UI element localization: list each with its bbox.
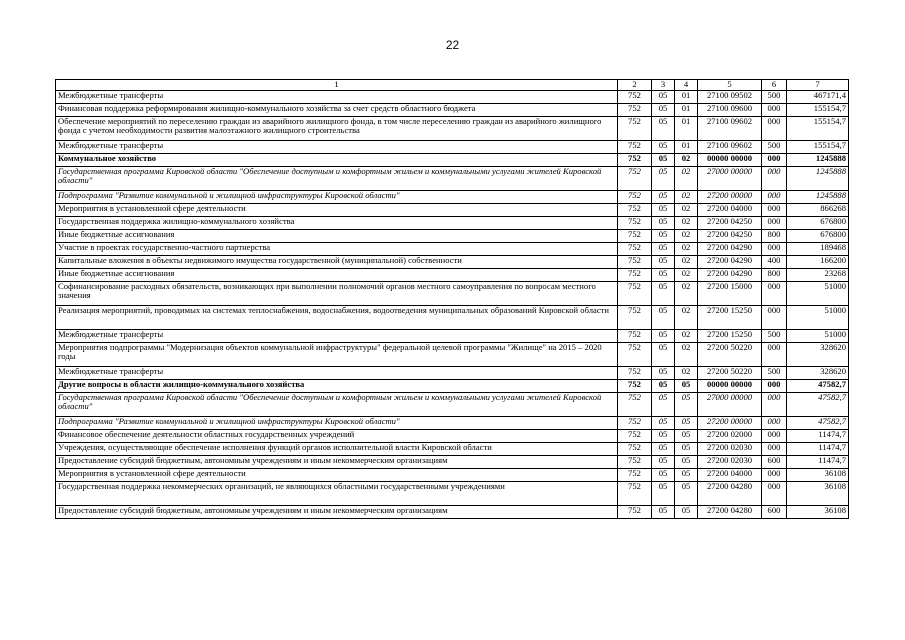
- budget-table: [55, 79, 849, 519]
- row-value-cell: 02: [675, 190, 698, 203]
- row-value-cell: 155154,7: [787, 140, 849, 153]
- row-value-cell: 000: [762, 416, 787, 429]
- row-value-cell: 36108: [787, 481, 849, 505]
- row-value-cell: 05: [675, 481, 698, 505]
- row-value-cell: 05: [652, 153, 675, 166]
- table-row: [56, 416, 849, 429]
- row-value-cell: 05: [652, 392, 675, 416]
- row-name-cell: Реализация мероприятий, проводимых на системах теплоснабжения, водоснабжения, водоотведения муниципальных образований Кировской области: [56, 305, 618, 329]
- row-value-cell: 05: [652, 216, 675, 229]
- row-value-cell: 27100 09602: [698, 116, 762, 140]
- row-value-cell: 47582,7: [787, 379, 849, 392]
- table-row: [56, 305, 849, 329]
- row-value-cell: 23268: [787, 268, 849, 281]
- row-value-cell: 752: [618, 190, 652, 203]
- row-value-cell: 05: [675, 429, 698, 442]
- row-value-cell: 752: [618, 90, 652, 103]
- row-name-cell: Иные бюджетные ассигнования: [56, 229, 618, 242]
- row-value-cell: 05: [652, 90, 675, 103]
- table-row: [56, 190, 849, 203]
- row-value-cell: 05: [652, 379, 675, 392]
- table-row: [56, 242, 849, 255]
- row-value-cell: 05: [652, 103, 675, 116]
- row-value-cell: 752: [618, 329, 652, 342]
- row-value-cell: 752: [618, 442, 652, 455]
- row-value-cell: 36108: [787, 505, 849, 518]
- row-name-cell: Государственная поддержка жилищно-коммунального хозяйства: [56, 216, 618, 229]
- row-value-cell: 27100 09602: [698, 140, 762, 153]
- table-row: [56, 216, 849, 229]
- table-row: [56, 366, 849, 379]
- row-value-cell: 752: [618, 366, 652, 379]
- row-value-cell: 05: [675, 455, 698, 468]
- row-value-cell: 752: [618, 140, 652, 153]
- row-value-cell: 05: [652, 468, 675, 481]
- table-row: [56, 329, 849, 342]
- row-name-cell: Мероприятия подпрограммы "Модернизация объектов коммунальной инфраструктуры" федеральной целевой программы "Жилище" на 2015 – 2020 годы: [56, 342, 618, 366]
- row-value-cell: 000: [762, 281, 787, 305]
- row-name-cell: Капитальные вложения в объекты недвижимого имущества государственной (муниципальной) собственности: [56, 255, 618, 268]
- row-value-cell: 000: [762, 190, 787, 203]
- table-row: [56, 203, 849, 216]
- column-header: 6: [762, 80, 787, 91]
- row-name-cell: Межбюджетные трансферты: [56, 366, 618, 379]
- table-row: [56, 255, 849, 268]
- row-name-cell: Межбюджетные трансферты: [56, 329, 618, 342]
- row-value-cell: 1245888: [787, 153, 849, 166]
- row-value-cell: 1245888: [787, 166, 849, 190]
- row-value-cell: 05: [675, 392, 698, 416]
- row-value-cell: 05: [652, 505, 675, 518]
- row-value-cell: 000: [762, 305, 787, 329]
- row-name-cell: Коммунальное хозяйство: [56, 153, 618, 166]
- row-value-cell: 752: [618, 281, 652, 305]
- row-value-cell: 27200 02030: [698, 455, 762, 468]
- row-value-cell: 752: [618, 229, 652, 242]
- row-value-cell: 02: [675, 255, 698, 268]
- row-value-cell: 05: [652, 429, 675, 442]
- column-header: 7: [787, 80, 849, 91]
- row-name-cell: Подпрограмма "Развитие коммунальной и жилищной инфраструктуры Кировской области": [56, 416, 618, 429]
- page-number: 22: [445, 38, 460, 52]
- row-value-cell: 189468: [787, 242, 849, 255]
- table-row: [56, 392, 849, 416]
- table-row: [56, 442, 849, 455]
- row-value-cell: 11474,7: [787, 455, 849, 468]
- row-value-cell: 05: [652, 140, 675, 153]
- row-value-cell: 752: [618, 203, 652, 216]
- row-value-cell: 752: [618, 166, 652, 190]
- row-value-cell: 02: [675, 281, 698, 305]
- row-value-cell: 27000 00000: [698, 392, 762, 416]
- row-value-cell: 752: [618, 103, 652, 116]
- row-value-cell: 02: [675, 329, 698, 342]
- row-value-cell: 05: [652, 342, 675, 366]
- row-name-cell: Финансовое обеспечение деятельности областных государственных учреждений: [56, 429, 618, 442]
- row-value-cell: 600: [762, 455, 787, 468]
- row-value-cell: 05: [652, 116, 675, 140]
- column-header: 5: [698, 80, 762, 91]
- row-value-cell: 02: [675, 229, 698, 242]
- row-value-cell: 02: [675, 242, 698, 255]
- row-value-cell: 500: [762, 329, 787, 342]
- row-value-cell: 05: [675, 416, 698, 429]
- row-value-cell: 47582,7: [787, 416, 849, 429]
- row-value-cell: 000: [762, 468, 787, 481]
- row-value-cell: 800: [762, 268, 787, 281]
- row-value-cell: 27200 04280: [698, 481, 762, 505]
- row-value-cell: 05: [675, 442, 698, 455]
- row-value-cell: 05: [675, 468, 698, 481]
- row-value-cell: 27200 04290: [698, 255, 762, 268]
- row-value-cell: 27100 09600: [698, 103, 762, 116]
- table-row: [56, 429, 849, 442]
- row-value-cell: 05: [652, 203, 675, 216]
- row-value-cell: 000: [762, 216, 787, 229]
- row-value-cell: 000: [762, 342, 787, 366]
- row-name-cell: Государственная программа Кировской области "Обеспечение доступным и комфортным жильем и коммунальными услугами жителей Кировской области": [56, 392, 618, 416]
- row-value-cell: 676800: [787, 216, 849, 229]
- row-value-cell: 752: [618, 242, 652, 255]
- row-name-cell: Мероприятия в установленной сфере деятельности: [56, 468, 618, 481]
- row-value-cell: 500: [762, 90, 787, 103]
- row-value-cell: 01: [675, 103, 698, 116]
- row-name-cell: Предоставление субсидий бюджетным, автономным учреждениям и иным некоммерческим организациям: [56, 455, 618, 468]
- row-value-cell: 00000 00000: [698, 153, 762, 166]
- row-value-cell: 05: [675, 379, 698, 392]
- row-value-cell: 02: [675, 268, 698, 281]
- row-value-cell: 467171,4: [787, 90, 849, 103]
- row-name-cell: Учреждения, осуществляющие обеспечение исполнения функций органов исполнительной власти Кировской области: [56, 442, 618, 455]
- row-value-cell: 752: [618, 481, 652, 505]
- row-value-cell: 000: [762, 379, 787, 392]
- row-name-cell: Межбюджетные трансферты: [56, 90, 618, 103]
- row-name-cell: Участие в проектах государственно-частного партнерства: [56, 242, 618, 255]
- row-value-cell: 27200 50220: [698, 342, 762, 366]
- row-value-cell: 752: [618, 379, 652, 392]
- row-value-cell: 05: [652, 281, 675, 305]
- row-value-cell: 000: [762, 242, 787, 255]
- row-value-cell: 05: [652, 229, 675, 242]
- row-value-cell: 000: [762, 429, 787, 442]
- row-value-cell: 27200 02030: [698, 442, 762, 455]
- row-value-cell: 000: [762, 116, 787, 140]
- row-value-cell: 166200: [787, 255, 849, 268]
- row-value-cell: 05: [652, 329, 675, 342]
- row-name-cell: Софинансирование расходных обязательств, возникающих при выполнении полномочий органов местного самоуправления по вопросам местного значения: [56, 281, 618, 305]
- table-row: [56, 103, 849, 116]
- row-value-cell: 000: [762, 481, 787, 505]
- row-value-cell: 27200 04250: [698, 216, 762, 229]
- row-value-cell: 27200 04290: [698, 242, 762, 255]
- row-value-cell: 02: [675, 153, 698, 166]
- row-value-cell: 11474,7: [787, 429, 849, 442]
- row-value-cell: 752: [618, 305, 652, 329]
- row-value-cell: 400: [762, 255, 787, 268]
- row-name-cell: Межбюджетные трансферты: [56, 140, 618, 153]
- row-value-cell: 05: [652, 166, 675, 190]
- table-row: [56, 281, 849, 305]
- table-row: [56, 481, 849, 505]
- row-value-cell: 000: [762, 203, 787, 216]
- row-value-cell: 866268: [787, 203, 849, 216]
- row-value-cell: 27200 00000: [698, 190, 762, 203]
- row-value-cell: 05: [652, 268, 675, 281]
- row-value-cell: 752: [618, 342, 652, 366]
- column-header: 4: [675, 80, 698, 91]
- table-row: [56, 268, 849, 281]
- row-value-cell: 600: [762, 505, 787, 518]
- row-value-cell: 02: [675, 366, 698, 379]
- row-value-cell: 11474,7: [787, 442, 849, 455]
- row-name-cell: Другие вопросы в области жилищно-коммунального хозяйства: [56, 379, 618, 392]
- row-value-cell: 01: [675, 140, 698, 153]
- row-value-cell: 500: [762, 366, 787, 379]
- row-value-cell: 05: [652, 366, 675, 379]
- table-row: [56, 342, 849, 366]
- column-header: 2: [618, 80, 652, 91]
- table-header-row: [56, 80, 849, 91]
- row-name-cell: Финансовая поддержка реформирования жилищно-коммунального хозяйства за счет средств областного бюджета: [56, 103, 618, 116]
- row-value-cell: 51000: [787, 281, 849, 305]
- row-value-cell: 51000: [787, 329, 849, 342]
- row-value-cell: 05: [652, 255, 675, 268]
- row-value-cell: 36108: [787, 468, 849, 481]
- row-name-cell: Государственная поддержка некоммерческих организаций, не являющихся областными государственными учреждениями: [56, 481, 618, 505]
- row-value-cell: 27200 02000: [698, 429, 762, 442]
- row-value-cell: 05: [652, 242, 675, 255]
- row-value-cell: 27200 04250: [698, 229, 762, 242]
- row-name-cell: Иные бюджетные ассигнования: [56, 268, 618, 281]
- row-value-cell: 500: [762, 140, 787, 153]
- row-value-cell: 00000 00000: [698, 379, 762, 392]
- row-value-cell: 01: [675, 90, 698, 103]
- row-value-cell: 000: [762, 442, 787, 455]
- row-value-cell: 02: [675, 305, 698, 329]
- table-row: [56, 116, 849, 140]
- row-value-cell: 752: [618, 468, 652, 481]
- row-value-cell: 27200 04290: [698, 268, 762, 281]
- table-row: [56, 455, 849, 468]
- row-value-cell: 27000 00000: [698, 166, 762, 190]
- table-row: [56, 166, 849, 190]
- row-value-cell: 328620: [787, 342, 849, 366]
- row-name-cell: Подпрограмма "Развитие коммунальной и жилищной инфраструктуры Кировской области": [56, 190, 618, 203]
- table-row: [56, 90, 849, 103]
- table-row: [56, 468, 849, 481]
- row-value-cell: 02: [675, 166, 698, 190]
- row-value-cell: 47582,7: [787, 392, 849, 416]
- table-row: [56, 505, 849, 518]
- row-value-cell: 27200 15250: [698, 329, 762, 342]
- row-value-cell: 27100 09502: [698, 90, 762, 103]
- row-value-cell: 05: [652, 416, 675, 429]
- row-name-cell: Мероприятия в установленной сфере деятельности: [56, 203, 618, 216]
- row-value-cell: 752: [618, 116, 652, 140]
- row-value-cell: 800: [762, 229, 787, 242]
- row-value-cell: 328620: [787, 366, 849, 379]
- row-value-cell: 752: [618, 505, 652, 518]
- row-value-cell: 000: [762, 166, 787, 190]
- row-value-cell: 05: [652, 455, 675, 468]
- row-value-cell: 752: [618, 153, 652, 166]
- row-value-cell: 27200 04280: [698, 505, 762, 518]
- row-value-cell: 27200 04000: [698, 468, 762, 481]
- row-value-cell: 02: [675, 216, 698, 229]
- row-value-cell: 000: [762, 153, 787, 166]
- row-value-cell: 27200 00000: [698, 416, 762, 429]
- row-value-cell: 752: [618, 429, 652, 442]
- row-value-cell: 752: [618, 392, 652, 416]
- row-value-cell: 752: [618, 455, 652, 468]
- column-header: 1: [56, 80, 618, 91]
- row-value-cell: 05: [675, 505, 698, 518]
- row-value-cell: 752: [618, 268, 652, 281]
- row-value-cell: 27200 50220: [698, 366, 762, 379]
- row-name-cell: Предоставление субсидий бюджетным, автономным учреждениям и иным некоммерческим организациям: [56, 505, 618, 518]
- row-value-cell: 752: [618, 416, 652, 429]
- row-value-cell: 02: [675, 203, 698, 216]
- row-value-cell: 05: [652, 190, 675, 203]
- row-value-cell: 27200 15250: [698, 305, 762, 329]
- row-value-cell: 27200 04000: [698, 203, 762, 216]
- row-value-cell: 05: [652, 442, 675, 455]
- row-value-cell: 155154,7: [787, 103, 849, 116]
- row-name-cell: Обеспечение мероприятий по переселению граждан из аварийного жилищного фонда, в том числе переселению граждан из аварийного жилищного фонда с учетом необходимости развития малоэтажного жилищного строительства: [56, 116, 618, 140]
- row-value-cell: 27200 15000: [698, 281, 762, 305]
- table-row: [56, 229, 849, 242]
- row-value-cell: 000: [762, 392, 787, 416]
- row-value-cell: 05: [652, 481, 675, 505]
- row-value-cell: 51000: [787, 305, 849, 329]
- row-value-cell: 752: [618, 216, 652, 229]
- row-value-cell: 155154,7: [787, 116, 849, 140]
- row-value-cell: 000: [762, 103, 787, 116]
- row-value-cell: 05: [652, 305, 675, 329]
- row-value-cell: 1245888: [787, 190, 849, 203]
- table-row: [56, 379, 849, 392]
- column-header: 3: [652, 80, 675, 91]
- table-row: [56, 140, 849, 153]
- row-value-cell: 676800: [787, 229, 849, 242]
- table-row: [56, 153, 849, 166]
- row-value-cell: 02: [675, 342, 698, 366]
- row-value-cell: 01: [675, 116, 698, 140]
- row-name-cell: Государственная программа Кировской области "Обеспечение доступным и комфортным жильем и коммунальными услугами жителей Кировской области": [56, 166, 618, 190]
- row-value-cell: 752: [618, 255, 652, 268]
